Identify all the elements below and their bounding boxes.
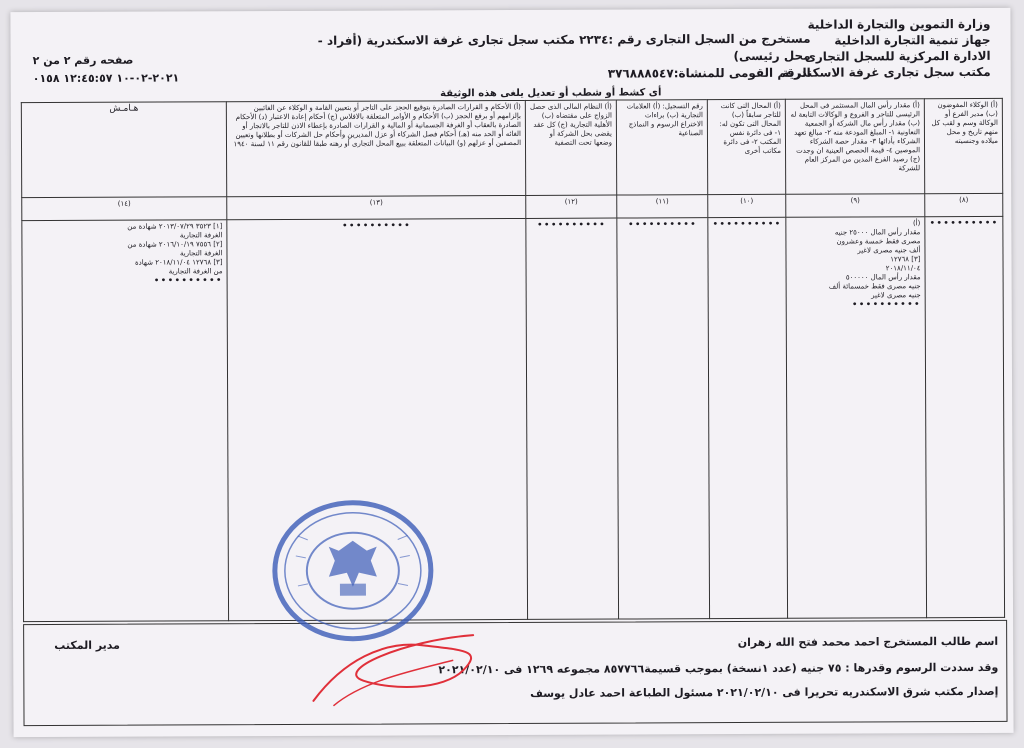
- margin-line: الغرفة التجارية: [179, 249, 223, 258]
- margin-line: من الغرفة التجارية: [168, 267, 223, 276]
- column-header: (أ) مقدار رأس المال المستثمر فى المحل الرئيسى للتاجر و الفروع و الوكالات التابعة له (ب) مقدار رأس مال الشركة أو الجمعية التعاونية ١- المبلغ المودعة منه ٢- مبالغ تعهد الشركاء بأدائها ٣- مقدار حصة الشركاء الموصين ٤- قيمة الحصص العينية ان وجدت (ج) رصيد الفرع المدين من المركز العام للشركة: [785, 99, 924, 195]
- org-line: جهاز تنمية التجارة الداخلية: [834, 32, 991, 48]
- column-number: (١٣): [227, 195, 526, 219]
- fees-line: وقد سددت الرسوم وقدرها : ٧٥ جنيه (عدد ١نسخة) بموجب قسيمة٨٥٧٧٦٦ مجموعه ١٢٦٩ فى ٢٠٢١/٠٢/١٠: [438, 660, 999, 677]
- cell-trademarks: [617, 218, 710, 619]
- dots-filler: ••••••••••: [341, 220, 411, 232]
- column-header: (أ) النظام المالى الذى حصل الزواج على مقتضاه (ب) الأهلية التجارية (ج) كل عقد يقضى بحل الشركة أو وضعها تحت التصفية: [525, 100, 616, 195]
- column-number: (١٠): [708, 194, 786, 217]
- capital-line: مقدار رأس المال ٥٠٠٠٠٠: [845, 273, 921, 282]
- issuance-line: إصدار مكتب شرق الاسكندريه تحريرا فى ٢٠٢١/٠٢/١٠ مسئول الطباعة احمد عادل يوسف: [530, 684, 999, 700]
- warning-text: أى كشط أو شطب أو تعديل يلغى هذه الوثيقة: [440, 87, 662, 100]
- national-id: الرقم القومى للمنشاة:٣٧٦٨٨٨٥٤٧: [607, 65, 811, 81]
- requester-line: اسم طالب المستخرج احمد محمد فتح الله زهران: [737, 634, 999, 650]
- capital-line: ألف جنيه مصرى لاغير: [857, 246, 921, 255]
- column-number: (١٢): [526, 195, 617, 218]
- column-number: (٩): [786, 194, 925, 218]
- cell-margin-notes: [22, 220, 229, 622]
- column-number: (٨): [925, 193, 1003, 216]
- dots-filler: ••••••••••: [929, 217, 999, 230]
- document-sheet: [10, 8, 1013, 737]
- dots-filler: ••••••••••: [536, 219, 606, 231]
- column-header: (أ) الأحكام و القرارات الصادرة بتوقيع الحجز على التاجر أو بتعيين القامة و الوكلاء عن الغائبين بإلزامهم أو برفع الحجز (ب) الأحكام و الأوامر المتعلقة بالافلاس (ج) أحكام إعادة الاعتبار (د) الأحكام الصادرة بالعقاب أو الغرفة الجسمانية أو المالية و القرارات الصادرة بإعطاء الاذن للتاجر بالاتجار أو الغائه أو الحد منه (هـ) أحكام فصل الشركاء أو عزل المديرين وأحكام حل الشركات أو بطلانها وتعيين المصفين أو عزلهم (و) البيانات المتعلقة ببيع المحل التجارى أو رهنه طبقا للقانون رقم ١١ لسنة ١٩٤٠: [226, 100, 525, 196]
- page-info: [33, 51, 180, 88]
- org-line: مكتب سجل تجارى غرفة الاسكندرية: [782, 64, 991, 80]
- capital-line: (أ): [912, 219, 921, 228]
- margin-line: الغرفة التجارية: [179, 231, 223, 240]
- dots-filler: ••••••••••: [627, 219, 697, 231]
- column-headers-row: [21, 98, 1002, 197]
- column-number: (١٤): [22, 197, 227, 221]
- capital-line: مصرى فقط خمسة وعشرون: [836, 237, 921, 246]
- register-table: [21, 98, 1005, 622]
- organization-header: [782, 16, 991, 81]
- margin-line: [٣] ١٢٧٦٨ ٢٠١٨/١١/٠٤ شهادة: [134, 258, 223, 267]
- dots-filler: ••••••••••: [712, 218, 782, 231]
- cell-agents: [925, 216, 1005, 617]
- capital-line: [٣] ١٢٧٦٨: [890, 255, 921, 264]
- signature-scribble: [303, 620, 503, 711]
- dots-filler: ••••••••••: [153, 275, 223, 287]
- extract-title: مستخرج من السجل التجارى رقم :٢٢٣٤ مكتب سجل تجارى غرفة الاسكندرية (أفراد - محل رئيسى): [317, 31, 811, 64]
- page-number: صفحه رقم ٢ من ٢: [32, 53, 134, 68]
- footer-box: [23, 620, 1007, 726]
- org-line: وزارة التموين والتجارة الداخلية: [807, 16, 991, 32]
- column-header: رقم التسجيل: (أ) العلامات التجارية (ب) براءات الاختراع الرسوم و النماذج الصناعية: [616, 100, 707, 195]
- timestamp: ٢٠٢١-٠٢-١٠ ١٢:٤٥:٥٧ ٠١٥٨: [32, 71, 180, 86]
- org-line: الادارة المركزية للسجل التجارى: [804, 48, 991, 64]
- margin-line: [٢] ٧٥٥٦ ٢٠١٦/١٠/١٩ شهادة من: [127, 240, 223, 249]
- cell-financial-regime: [526, 218, 619, 619]
- extract-header: [291, 31, 811, 103]
- column-header: (أ) الوكلاء المفوضون (ب) مدير الفرع أو الوكالة وسم و لقب كل منهم تاريخ و محل ميلاده وجنسيته: [924, 98, 1002, 193]
- column-number: (١١): [617, 195, 708, 218]
- capital-line: جنيه مصرى فقط خمسمائة ألف: [828, 282, 921, 291]
- capital-line: جنيه مصرى لاغير: [871, 291, 921, 300]
- column-header: هـامـش: [21, 102, 226, 198]
- column-header: (أ) المحال التى كانت للتاجر سابقاً (ب) المحال التى تكون له: ١- فى دائرة نفس المكتب ٢- فى دائرة مكاتب أخرى: [707, 99, 785, 194]
- office-manager-label: مدير المكتب: [54, 638, 120, 653]
- cell-premises: [708, 217, 788, 618]
- dots-filler: ••••••••••: [851, 299, 921, 311]
- cell-capital: [786, 217, 927, 619]
- capital-line: مقدار رأس المال ٢٥٠٠٠ جنيه: [834, 228, 921, 237]
- capital-line: ٢٠١٨/١١/٠٤: [885, 264, 921, 273]
- data-row: [22, 216, 1005, 621]
- margin-line: [١] ٣٥٢٣ ٢٠١٣/٠٧/٢٩ شهادة من: [127, 222, 223, 231]
